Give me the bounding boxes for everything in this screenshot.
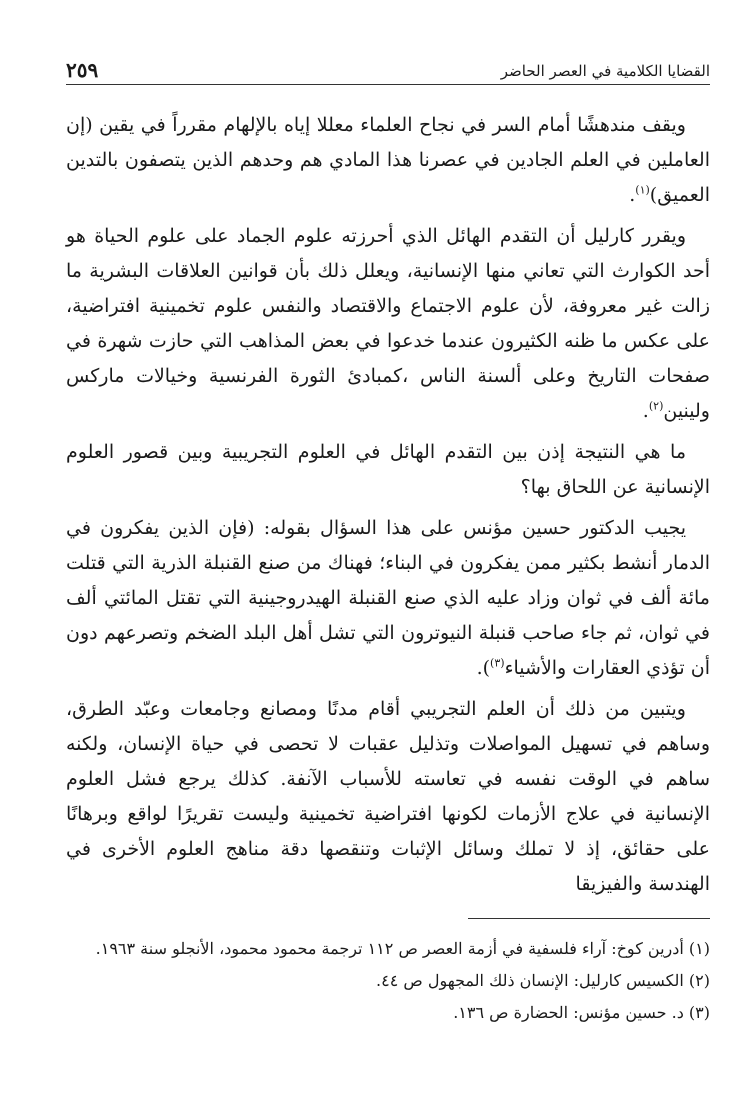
paragraph [66, 108, 710, 213]
page-number: ٢٥٩ [66, 58, 99, 82]
paragraph-text-end: ). [476, 657, 491, 679]
footnote: (٣) د. حسين مؤنس: الحضارة ص ١٣٦. [453, 1003, 710, 1022]
main-text [66, 108, 710, 908]
paragraph-text: ويقف مندهشًا أمام السر في نجاح العلماء معللا إياه بالإلهام مقرراً في يقين (إن العاملين في العلم الجادين في عصرنا هذا المادي هم وحدهم الذين يتصفون بالتدين العميق) [66, 114, 710, 206]
footnotes [66, 934, 710, 1030]
page-header [66, 56, 710, 86]
paragraph-text: ويقرر كارليل أن التقدم الهائل الذي أحرزته علوم الجماد على علوم الحياة هو أحد الكوارث التي تعاني منها الإنسانية، ويعلل ذلك بأن قوانين العلاقات البشرية ما زالت غير معروفة، لأن علوم الاجتماع والاقتصاد والنفس علوم تخمينية افتراضية، على عكس ما ظنه الكثيرون عندما خدعوا في بعض المذاهب التي حازت شهرة في صفحات التاريخ وعلى ألسنة الناس ،كمبادئ الثورة الفرنسية وخيالات ماركس ولينين [66, 225, 710, 422]
paragraph-text: ما هي النتيجة إذن بين التقدم الهائل في العلوم التجريبية وبين قصور العلوم الإنسانية عن اللحاق بها؟ [66, 441, 710, 498]
paragraph-text-end: . [629, 184, 636, 206]
running-title: القضايا الكلامية في العصر الحاضر [500, 62, 710, 80]
footnote-divider [468, 918, 710, 919]
paragraph-text-end: . [642, 400, 649, 422]
footnote-reference: (٣) [490, 656, 505, 670]
footnote: (١) أدرين كوخ: آراء فلسفية في أزمة العصر ص ١١٢ ترجمة محمود محمود، الأنجلو سنة ١٩٦٣. [95, 939, 710, 958]
footnote: (٢) الكسيس كارليل: الإنسان ذلك المجهول ص ٤٤. [376, 971, 710, 990]
paragraph-text: يجيب الدكتور حسين مؤنس على هذا السؤال بقوله: (فإن الذين يفكرون في الدمار أنشط بكثير ممن يفكرون في البناء؛ فهناك من صنع القنبلة الذرية التي قتلت مائة ألف في ثوان وزاد عليه الذي صنع القنبلة الهيدروجينية التي تقتل المائتي ألف في ثوان، ثم جاء صاحب قنبلة النيوترون التي تشل أهل البلد الضخم وتصرعهم دون أن تؤذي العقارات والأشياء [66, 517, 710, 679]
paragraph [66, 511, 710, 686]
footnote-reference: (٢) [648, 399, 664, 413]
paragraph [66, 435, 710, 505]
header-divider [66, 84, 710, 85]
paragraph-text: ويتبين من ذلك أن العلم التجريبي أقام مدنًا ومصانع وجامعات وعبّد الطرق، وساهم في تسهيل المواصلات وتذليل عقبات لا تحصى في حياة الإنسان، ولكنه ساهم في الوقت نفسه في تعاسته للأسباب الآنفة. كذلك يرجع فشل العلوم الإنسانية في علاج الأزمات لكونها افتراضية تخمينية وليست تقريرًا لواقع وبرهانًا على حقائق، إذ لا تملك وسائل الإثبات وتنقصها دقة مناهج العلوم الأخرى في الهندسة والفيزيقا [66, 698, 710, 895]
footnote-reference: (١) [635, 183, 650, 197]
paragraph [66, 219, 710, 429]
paragraph [66, 692, 710, 902]
